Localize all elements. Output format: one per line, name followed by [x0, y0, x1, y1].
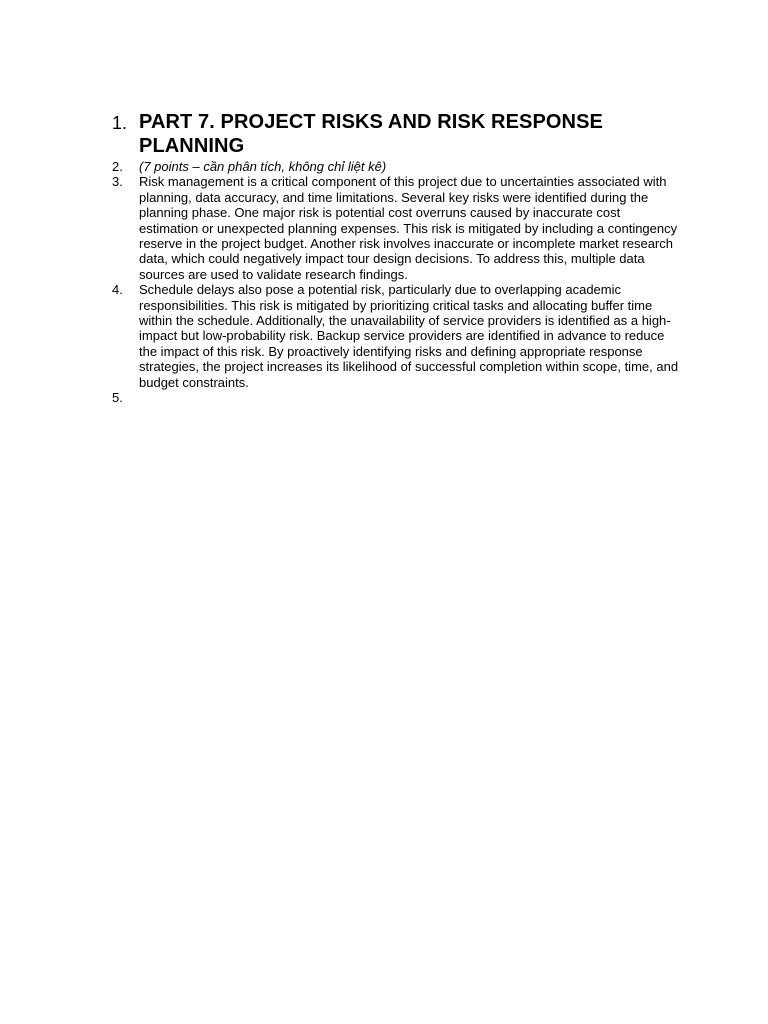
list-number: 5. — [112, 390, 123, 406]
list-item-empty — [112, 390, 682, 405]
list-number: 2. — [112, 159, 123, 174]
list-item-heading — [112, 110, 682, 158]
points-note: (7 points – cần phân tích, không chỉ liệt kê) — [139, 159, 387, 174]
paragraph-risk-management: Risk management is a critical component of this project due to uncertainties associated with planning, data accuracy, and time limitations. Several key risks were identified during the planning phase. One major risk is potential cost overruns caused by inaccurate cost estimation or unexpected planning expenses. This risk is mitigated by including a contingency reserve in the project budget. Another risk involves inaccurate or incomplete market research data, which could negatively impact tour design decisions. To address this, multiple data sources are used to validate research findings. — [139, 174, 678, 282]
paragraph-schedule-delays: Schedule delays also pose a potential risk, particularly due to overlapping academic responsibilities. This risk is mitigated by prioritizing critical tasks and allocating buffer time within the schedule. Additionally, the unavailability of service providers is identified as a high-impact but low-probability risk. Backup service providers are identified in advance to reduce the impact of this risk. By proactively identifying risks and defining appropriate response strategies, the project increases its likelihood of successful completion within scope, time, and budget constraints. — [139, 282, 679, 390]
list-item-paragraph — [112, 282, 682, 390]
list-number: 3. — [112, 174, 123, 190]
list-item-paragraph — [112, 174, 682, 282]
numbered-list — [112, 110, 682, 406]
list-item-points-note — [112, 159, 682, 174]
list-number: 4. — [112, 282, 123, 298]
section-heading: PART 7. PROJECT RISKS AND RISK RESPONSE PLANNING — [139, 111, 603, 157]
list-number: 1. — [112, 113, 128, 133]
